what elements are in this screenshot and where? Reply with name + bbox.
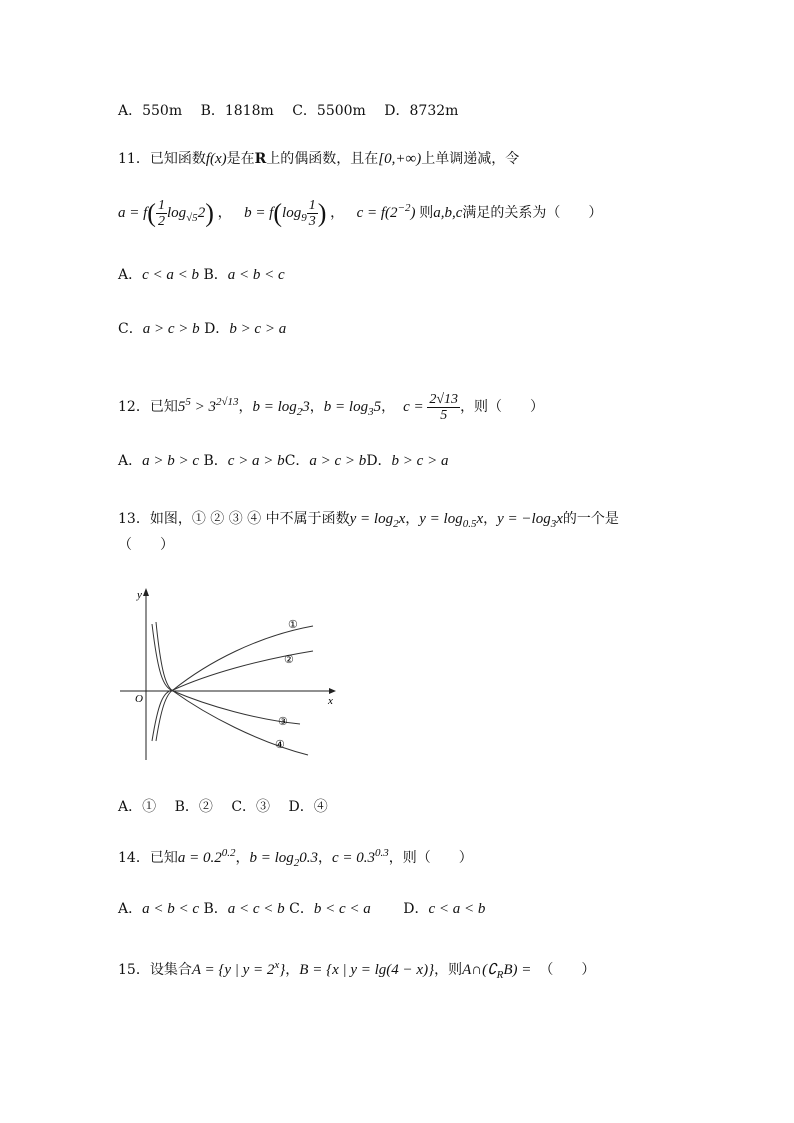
q13-f2: $y = \log_{0.5}x$ xyxy=(419,511,484,530)
q11-option-a-label: A． xyxy=(118,267,143,283)
q11-b-frac xyxy=(307,198,318,229)
q11-a-frac-den: 2 xyxy=(157,214,165,230)
q14-text-1: ．已知 xyxy=(135,850,178,866)
curve-1-label: ① xyxy=(288,619,298,631)
q11-number: 11 xyxy=(118,151,136,167)
q14-option-c-label: C． xyxy=(289,901,314,917)
q10-option-c: C．5500m xyxy=(292,103,366,119)
q11-a-left: a = f xyxy=(118,205,148,221)
q15-text-1: ．设集合 xyxy=(135,962,192,978)
q12-option-c: a > c > b xyxy=(309,453,367,469)
q12-option-a-label: A． xyxy=(118,453,143,469)
q11-a-arg: 2 xyxy=(197,205,206,221)
q11-option-d: b > c > a xyxy=(229,321,287,337)
q11-c-def: $c = f(2^{-2})$ xyxy=(356,202,420,221)
q11-option-c: a > c > b xyxy=(142,321,200,337)
q12-text-2: ，则（ ） xyxy=(460,399,545,415)
q13-text-1: ．如图，① ② ③ ④ 中不属于函数 xyxy=(135,511,350,527)
q13-stem: 13．如图，① ② ③ ④ 中不属于函数$y = \log_2x$，$y = \log_{0.5}x$，$y = -\log_3x$的一个是 xyxy=(118,511,619,530)
q11-definitions: a = f( $\frac{1}{2}$ $\log_{√5}2$) ， $b = f(\log_9$ $\frac{1}{3}$ ) ， $c = f(2^{-2})$ 则a,b,c满足的关系为（ ） xyxy=(118,198,603,230)
q13-option-c: C．③ xyxy=(231,799,271,815)
q13-graph xyxy=(118,584,344,762)
q12-stem: 12．已知$5^5 > 3^{2√13}$，$b = \log_23$，$b = \log_35$， c = $\frac{2√13}{5}$ ，则（ ） xyxy=(118,392,545,424)
q12-option-a: a > b > c xyxy=(142,453,200,469)
q15-set-b: B = {x | y = lg(4 − x)} xyxy=(299,962,435,978)
q12-option-d: b > c > a xyxy=(391,453,449,469)
q14-option-a-label: A． xyxy=(118,901,143,917)
q11-text-4: 上单调递减，令 xyxy=(421,151,520,167)
q15-set-a: A = {y | $y = 2^x$} xyxy=(191,959,286,978)
q11-a-base: √5 xyxy=(186,212,198,224)
curve-1 xyxy=(152,626,313,741)
q11-c-left: c = f xyxy=(356,205,386,221)
q11-option-b-label: B． xyxy=(203,267,228,283)
q14-option-a: a < b < c xyxy=(142,901,200,917)
q11-options-cd xyxy=(118,318,286,338)
q11-b-frac-den: 3 xyxy=(308,214,316,230)
q12-option-b: c > a > b xyxy=(227,453,285,469)
q11-fx: f(x) xyxy=(205,151,227,167)
q15-number: 15 xyxy=(118,962,136,978)
q13-option-d: D．④ xyxy=(288,799,328,815)
q13-text-2: 的一个是 xyxy=(562,511,619,527)
q12-text-1: ．已知 xyxy=(135,399,178,415)
q11-text-3: 上的偶函数，且在 xyxy=(266,151,379,167)
q10-option-d: D．8732m xyxy=(384,103,459,119)
q11-text-1: ．已知函数 xyxy=(135,151,206,167)
q15-stem: 15．设集合A = {y | $y = 2^x$}，B = {x | y = lg(4 − x)}，则$A\cap(∁_RB)$ = （ ） xyxy=(118,959,596,981)
q11-a-log: log xyxy=(166,205,187,221)
q11-option-c-label: C． xyxy=(118,321,143,337)
q11-c-arg: 2 xyxy=(390,205,398,221)
q11-b-def: $b = f(\log_9$ $\frac{1}{3}$ ) xyxy=(244,198,327,230)
q11-text-6: 满足的关系为（ ） xyxy=(462,205,603,221)
q12-option-d-label: D． xyxy=(366,453,392,469)
q13-number: 13 xyxy=(118,511,136,527)
q11-b-frac-num: 1 xyxy=(308,198,316,214)
q11-options-ab xyxy=(118,264,285,284)
q11-stem xyxy=(118,150,519,168)
q12-option-b-label: B． xyxy=(203,453,228,469)
q14-a: $a = 0.2^{0.2}$ xyxy=(177,847,236,866)
q11-a-frac-num: 1 xyxy=(157,198,165,214)
q13-stem-line2 xyxy=(118,536,174,554)
curve-3 xyxy=(152,624,300,724)
q14-option-c: b < c < a xyxy=(313,901,371,917)
q15-text-2: ，则 xyxy=(434,962,463,978)
q14-c: $c = 0.3^{0.3}$ xyxy=(332,847,389,866)
q14-options xyxy=(118,898,485,918)
q11-text-5: 则 xyxy=(419,205,434,221)
q14-option-d: c < a < b xyxy=(428,901,486,917)
q13-option-b: B．② xyxy=(174,799,213,815)
q11-option-a: c < a < b xyxy=(142,267,200,283)
q12-option-c-label: C． xyxy=(284,453,310,469)
q14-text-2: ，则（ ） xyxy=(388,850,473,866)
q12-ineq-exp1: 5 xyxy=(185,396,191,408)
x-axis-label: x xyxy=(328,695,333,707)
q10-option-a: A．550m xyxy=(118,103,183,119)
origin-label: O xyxy=(135,693,143,705)
q11-option-b: a < b < c xyxy=(227,267,285,283)
q12-c: c = $\frac{2√13}{5}$ xyxy=(403,392,459,424)
q13-f1: $y = \log_2x$ xyxy=(349,511,406,530)
q11-interval: [0,+∞) xyxy=(378,151,422,167)
q12-number: 12 xyxy=(118,399,136,415)
q12-b1: $b = \log_23$ xyxy=(252,399,310,418)
q12-ineq-exp2: 2√13 xyxy=(215,396,239,408)
q12-b2: $b = \log_35$ xyxy=(323,399,382,418)
q11-a-def: a = f( $\frac{1}{2}$ $\log_{√5}2$) xyxy=(118,198,214,230)
q12-options xyxy=(118,450,448,470)
q14-number: 14 xyxy=(118,850,136,866)
curve-3-label: ③ xyxy=(278,716,288,728)
q11-R: R xyxy=(254,151,267,167)
q13-option-a: A．① xyxy=(118,799,157,815)
q11-text-2: 是在 xyxy=(226,151,255,167)
q12-ineq-base: 5 xyxy=(177,399,186,415)
q15-result: $A\cap(∁_RB)$ = xyxy=(462,962,532,981)
q13-options xyxy=(118,796,328,816)
q14-b: $b = \log_20.3$ xyxy=(249,850,318,869)
curve-4 xyxy=(156,622,308,755)
q11-vars: a,b,c xyxy=(433,205,463,221)
q11-a-frac xyxy=(156,198,167,229)
q14-option-b-label: B． xyxy=(203,901,228,917)
x-axis-arrow xyxy=(329,688,336,694)
curve-4-label: ④ xyxy=(275,739,285,751)
q11-option-d-label: D． xyxy=(204,321,230,337)
q11-b-log: log xyxy=(282,205,302,221)
q14-option-d-label: D． xyxy=(403,901,429,917)
q14-option-b: a < c < b xyxy=(227,901,285,917)
q10-options xyxy=(118,100,458,120)
q12-inequality xyxy=(177,396,239,415)
q14-stem: 14．已知$a = 0.2^{0.2}$，$b = \log_20.3$，$c = 0.3^{0.3}$，则（ ） xyxy=(118,847,473,869)
q13-f3: $y = -\log_3x$ xyxy=(497,511,563,530)
y-axis-arrow xyxy=(143,588,149,596)
q11-c-exp: −2 xyxy=(397,202,411,214)
y-axis-label: y xyxy=(137,589,142,601)
q13-text-3: （ ） xyxy=(118,537,174,553)
q11-b-left: b = f xyxy=(244,205,274,221)
q10-option-b: B．1818m xyxy=(200,103,274,119)
curve-2-label: ② xyxy=(284,654,294,666)
q15-text-3: （ ） xyxy=(539,962,596,978)
q12-ineq-gt: > 3 xyxy=(190,399,216,415)
q11-b-base: 9 xyxy=(301,212,307,224)
